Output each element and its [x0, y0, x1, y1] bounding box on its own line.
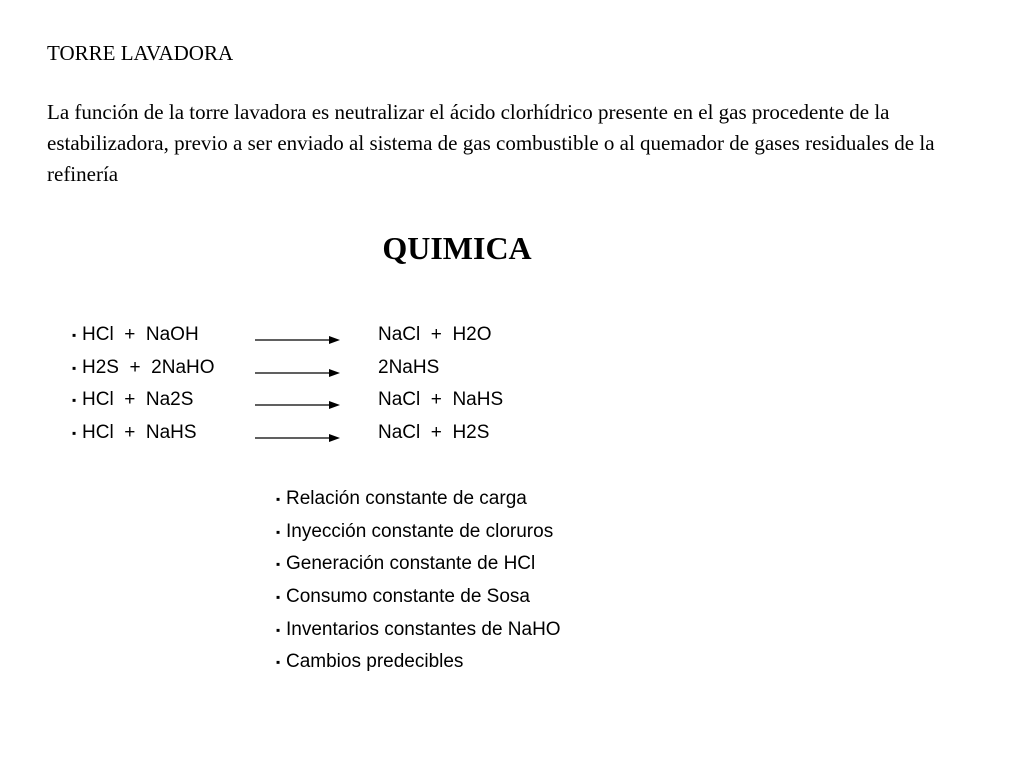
factor-label: Inyección constante de cloruros [286, 520, 554, 542]
factor-label: Generación constante de HCl [286, 553, 536, 575]
factor-label: Inventarios constantes de NaHO [286, 618, 561, 640]
reaction-item [72, 320, 572, 353]
factor-item [276, 549, 561, 582]
reaction-reactants: HCl + Na2S [82, 389, 194, 410]
factor-item [276, 615, 561, 648]
reaction-products: NaCl + NaHS [378, 389, 504, 410]
bullet-icon: ▪ [276, 557, 281, 572]
bullet-icon: ▪ [72, 328, 77, 342]
bullet-icon: ▪ [72, 360, 77, 375]
intro-paragraph: La función de la torre lavadora es neutralizar el ácido clorhídrico presente en el gas procedente de la estabilizadora, previo a ser enviado al sistema de gas combustible o al quemador de gases residuales de la refinería [47, 100, 935, 186]
factor-item [276, 484, 561, 517]
reaction-item [72, 353, 572, 386]
reaction-item [72, 385, 572, 418]
factor-list [276, 484, 561, 680]
factor-label: Consumo constante de Sosa [286, 586, 530, 608]
section-title: TORRE LAVADORA [47, 41, 234, 65]
reaction-reactants: H2S + 2NaHO [82, 356, 215, 378]
factor-item [276, 582, 561, 615]
reaction-reactants: HCl + NaHS [82, 421, 197, 443]
factor-label: Relación constante de carga [286, 488, 527, 509]
chemistry-title: QUIMICA [382, 230, 532, 266]
reaction-products: NaCl + H2S [378, 421, 490, 443]
reaction-reactants: HCl + NaOH [82, 324, 199, 345]
factor-label: Cambios predecibles [286, 651, 464, 673]
arrow-right-icon [255, 334, 340, 346]
arrow-right-icon [255, 367, 340, 379]
reaction-products: 2NaHS [378, 356, 440, 378]
arrow-right-icon [255, 432, 340, 444]
bullet-icon: ▪ [276, 590, 281, 605]
reaction-list [72, 320, 572, 450]
reaction-products: NaCl + H2O [378, 324, 492, 345]
bullet-icon: ▪ [276, 492, 281, 506]
bullet-icon: ▪ [72, 425, 77, 440]
factor-item [276, 647, 561, 680]
arrow-right-icon [255, 399, 340, 411]
bullet-icon: ▪ [72, 393, 77, 407]
factor-item [276, 517, 561, 550]
bullet-icon: ▪ [276, 655, 281, 670]
bullet-icon: ▪ [276, 622, 281, 637]
bullet-icon: ▪ [276, 524, 281, 539]
reaction-item [72, 418, 572, 451]
